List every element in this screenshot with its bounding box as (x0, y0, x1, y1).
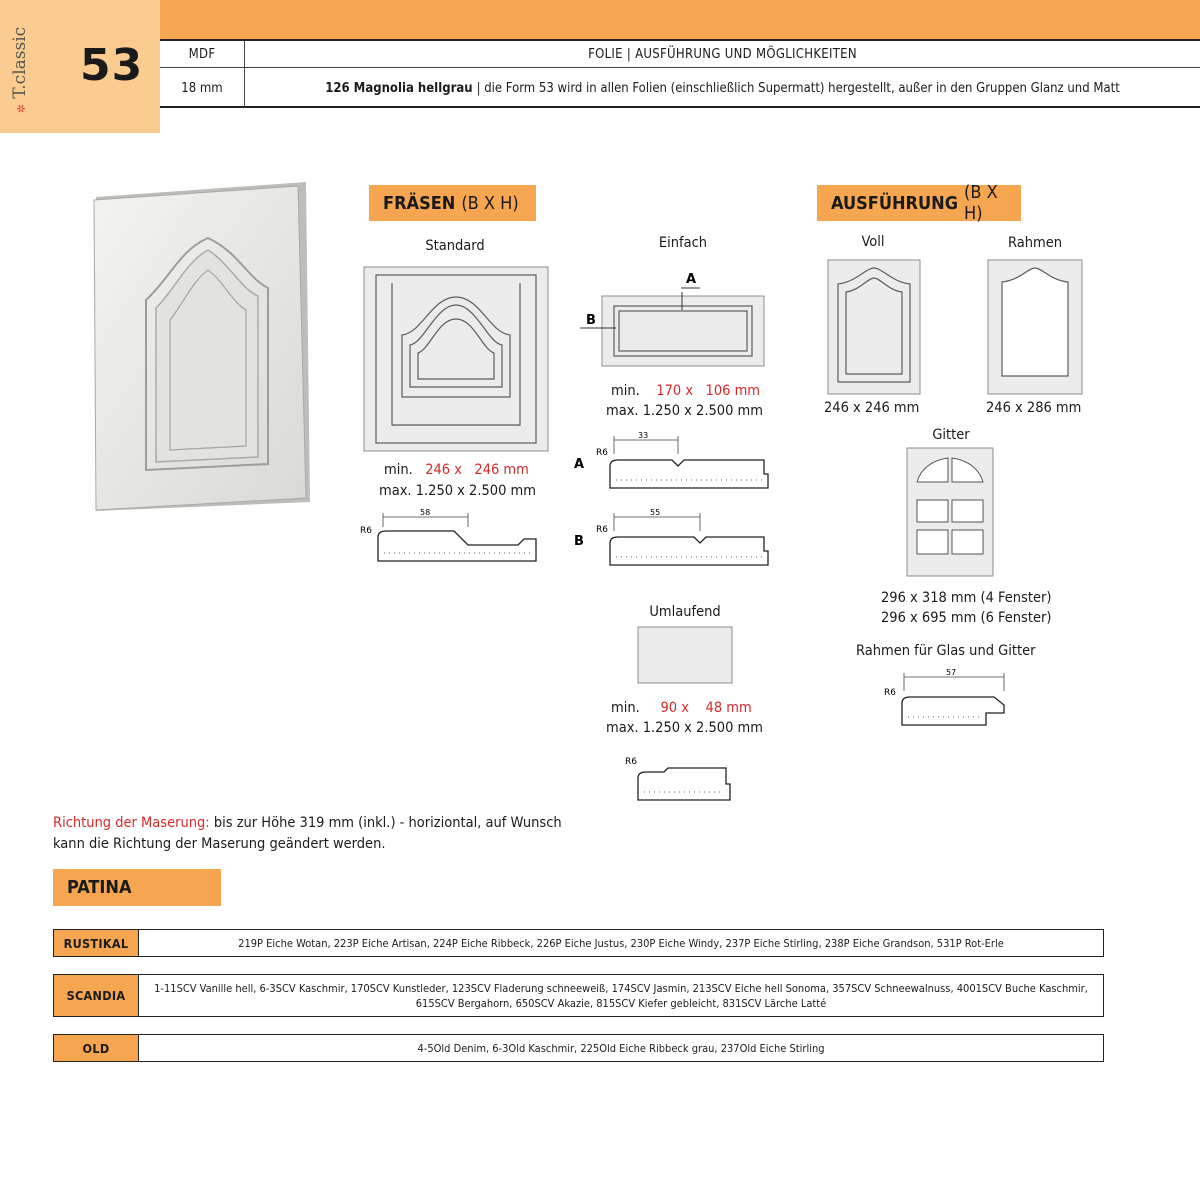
patina-tag-label: PATINA (67, 877, 132, 898)
patina-row-line-1: 1-11SCV Vanille hell, 6-3SCV Kaschmir, 170SCV Kunstleder, 123SCV Fladerung schneeweiß, 174SCV Jasmin, 213SCV Eiche hell Sonoma, 357SCV Schneewalnuss, 4001SCV Buche Kaschmir, (154, 981, 1088, 995)
gitter-drawing (905, 446, 995, 578)
patina-row-name: OLD (54, 1035, 139, 1061)
spec-table (160, 39, 1200, 108)
patina-row-values (139, 975, 1103, 1016)
einfach-min-label: min. (611, 383, 640, 399)
foil-description: | die Form 53 wird in allen Folien (einschließlich Supermatt) hergestellt, außer in den Gruppen Glanz und Matt (476, 80, 1120, 96)
umlaufend-min-height: 48 mm (705, 700, 752, 716)
spec-col2-value (245, 68, 1200, 108)
patina-row-line-1: 4-5Old Denim, 6-3Old Kaschmir, 225Old Eiche Ribbeck grau, 237Old Eiche Stirling (417, 1041, 825, 1055)
umlaufend-max: max. 1.250 x 2.500 mm (606, 720, 763, 736)
patina-row-line-1: 219P Eiche Wotan, 223P Eiche Artisan, 224P Eiche Ribbeck, 226P Eiche Justus, 230P Eiche Windy, 237P Eiche Stirling, 238P Eiche Grandson, 531P Rot-Erle (238, 936, 1004, 950)
umlaufend-min-width: 90 x (660, 700, 689, 716)
patina-row-old (53, 1034, 1104, 1062)
gitter-size-2: 296 x 695 mm (6 Fenster) (881, 610, 1052, 626)
einfach-profile-a-r: R6 (596, 448, 608, 458)
spec-value-row (160, 68, 1200, 108)
standard-label: Standard (425, 238, 485, 254)
patina-row-name: SCANDIA (54, 975, 139, 1016)
patina-row-rustikal (53, 929, 1104, 957)
brand-logo: ✲ T.classic (10, 26, 30, 114)
einfach-min-width: 170 x (656, 383, 694, 399)
gitter-label: Gitter (932, 427, 970, 443)
rahmen-size: 246 x 286 mm (986, 400, 1082, 416)
einfach-profile-b-r: R6 (596, 525, 608, 535)
umlaufend-min (611, 700, 752, 716)
patina-row-values (139, 930, 1103, 956)
voll-drawing (826, 258, 922, 396)
einfach-profile-a-width: 33 (638, 431, 649, 440)
einfach-profile-b (572, 505, 776, 571)
spec-header-row (160, 41, 1200, 68)
umlaufend-drawing (637, 626, 733, 684)
einfach-marker-a: A (686, 272, 697, 287)
grain-note-text-1: bis zur Höhe 319 mm (inkl.) - horiziontal, auf Wunsch (213, 815, 562, 831)
top-bar (160, 0, 1200, 39)
einfach-profile-b-label: B (574, 534, 584, 549)
spec-col1-value: 18 mm (160, 68, 245, 108)
ausfuehrung-tag-bold: AUSFÜHRUNG (831, 192, 959, 214)
door-photo (88, 180, 312, 514)
einfach-min-height: 106 mm (705, 383, 760, 399)
rahmen-label: Rahmen (1007, 235, 1062, 251)
fraesen-tag-bold: FRÄSEN (383, 192, 456, 214)
einfach-max: max. 1.250 x 2.500 mm (606, 403, 763, 419)
brand-name: T.classic (10, 26, 30, 99)
einfach-min (611, 383, 760, 399)
patina-row-name: RUSTIKAL (54, 930, 139, 956)
standard-profile-r: R6 (360, 526, 372, 536)
fraesen-tag-rest: (B X H) (461, 192, 519, 214)
umlaufend-min-label: min. (611, 700, 640, 716)
rahmen-drawing (986, 258, 1084, 396)
page-number: 53 (80, 40, 144, 91)
rahmen-glas-profile-width: 57 (946, 668, 957, 677)
umlaufend-profile-r: R6 (625, 757, 637, 767)
ausfuehrung-tag (817, 182, 1021, 224)
voll-size: 246 x 246 mm (824, 400, 920, 416)
rahmen-glas-label: Rahmen für Glas und Gitter (856, 643, 1036, 659)
ausfuehrung-tag-rest: (B X H) (964, 182, 998, 224)
spec-col1-header: MDF (160, 41, 245, 67)
einfach-profile-a (572, 428, 776, 494)
gitter-size-1: 296 x 318 mm (4 Fenster) (881, 590, 1052, 606)
standard-min-width: 246 x (425, 462, 462, 478)
fraesen-tag (369, 185, 536, 221)
einfach-label: Einfach (658, 235, 708, 251)
rahmen-glas-profile-r: R6 (884, 688, 896, 698)
standard-min (384, 462, 529, 478)
rahmen-glas-profile (880, 665, 1010, 729)
grain-note (53, 813, 562, 855)
standard-profile-width: 58 (420, 508, 431, 517)
spec-col2-header: FOLIE | AUSFÜHRUNG UND MÖGLICHKEITEN (588, 46, 857, 62)
grain-note-label: Richtung der Maserung: (53, 815, 210, 831)
standard-max: max. 1.250 x 2.500 mm (379, 483, 536, 499)
einfach-profile-b-width: 55 (650, 508, 661, 517)
umlaufend-label: Umlaufend (649, 604, 721, 620)
standard-drawing (362, 265, 550, 455)
standard-min-label: min. (384, 462, 413, 478)
standard-profile (358, 505, 544, 567)
einfach-marker-b: B (586, 313, 596, 328)
umlaufend-profile (620, 748, 740, 804)
grain-note-text-2: kann die Richtung der Maserung geändert werden. (53, 836, 386, 852)
patina-tag (53, 869, 221, 906)
patina-row-line-2: 615SCV Bergahorn, 650SCV Akazie, 815SCV Kiefer gebleicht, 831SCV Lärche Latté (415, 996, 827, 1010)
standard-min-height: 246 mm (474, 462, 529, 478)
foil-name: 126 Magnolia hellgrau (325, 80, 473, 96)
voll-label: Voll (861, 234, 885, 250)
patina-row-values (139, 1035, 1103, 1061)
patina-row-scandia (53, 974, 1104, 1017)
einfach-profile-a-label: A (574, 457, 585, 472)
einfach-drawing (576, 266, 770, 370)
